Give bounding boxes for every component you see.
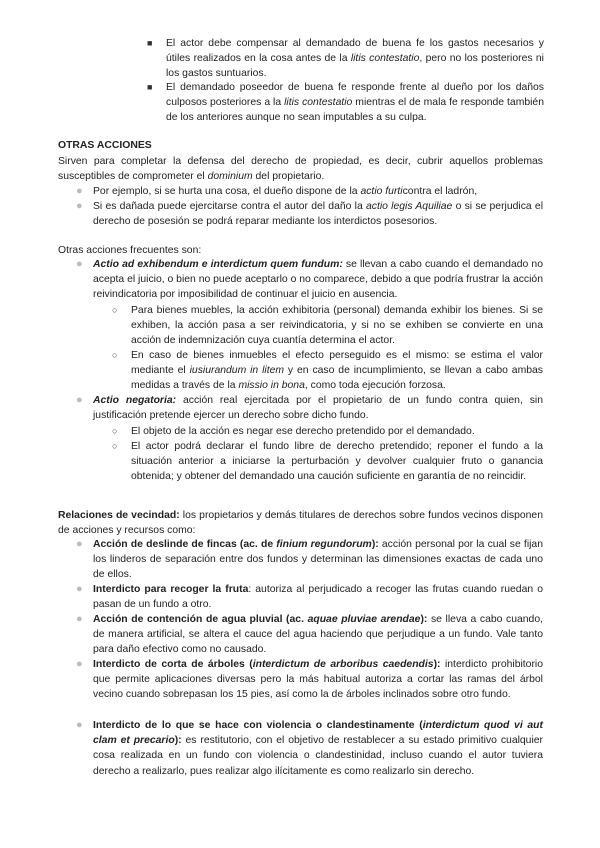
paragraph: Relaciones de vecindad: los propietarios y demás titulares de derechos sobre fundos vecinos disponen de acciones y recursos como: xyxy=(58,510,543,537)
paragraph: El demandado poseedor de buena fe responde frente al dueño por los daños culposos posteriores a la litis contestatio mientras el de mala fe responde también de los anteriores aunque no sean imputables a su culpa. xyxy=(166,82,544,124)
document-page: ■ El actor debe compensar al demandado de buena fe los gastos necesarios y útiles realizados en la cosa antes de la litis contestatio, pero no los posteriores ni los gastos suntuarios. ■ El demandado poseedor de buena fe responde frente al dueño por los daños culposos posteriores a la litis contestatio mientras el de mala fe responde también de los anteriores aunque no sean imputables a su culpa. OTRAS ACCIONES Sirven para completar la defensa del derecho de propiedad, es decir, cubrir aquellos problemas susceptibles de comprometer el dominium del propietario. ● Por ejemplo, si se hurta una cosa, el dueño dispone de la actio furticontra el ladrón, ● Si es dañada puede ejercitarse contra el autor del daño la actio legis Aquiliae o si se perjudica el derecho de posesión se podrá reparar mediante los interdictos posesorios. Otras acciones frecuentes son: ● Actio ad exhibendum e interdictum quem fundum: se llevan a cabo cuando el demandado no acepta el juicio, o bien no puede aceptarlo o no comparece, debido a que podría frustrar la acción reivindicatoria por imposibilidad de continuar el juicio en ausencia. ○ Para bienes muebles, la acción exhibitoria (personal) demanda exhibir los bienes. Si se exhiben, la acción pasa a ser reivindicatoria, y si no se exhiben se convierte en una acción de indemnización cuya cuantía determina el actor. ○ En caso de bienes inmuebles el efecto perseguido es el mismo: se estima el valor mediante el iusiurandum in litem y en caso de incumplimiento, se llevan a cabo ambas medidas a través de la missio in bona, como toda ejecución forzosa. ● Actio negatoria: acción real ejercitada por el propietario de un fundo contra quien, sin justificación pretende ejercer un derecho sobre dicho fundo. ○ El objeto de la acción es negar ese derecho pretendido por el demandado. ○ El actor podrá declarar el fundo libre de derecho pretendido; reponer el fundo a la situación anterior a iniciarse la perturbación y devolver cualquier fruto o ganancia obtenida; y obtener del demandado una caución suficiente en garantía de no reincidir. Relaciones de vecindad: los propietarios y demás titulares de derechos sobre fundos vecinos disponen de acciones y recursos como: ● Acción de deslinde de fincas (ac. de finium regundorum): acción personal por la cual se fijan los linderos de separación entre dos fundos y determinan las dimensiones exactas de cada uno de ellos. ● Interdicto para recoger la fruta: autoriza al perjudicado a recoger las frutas cuando ruedan o pasan de un fundo a otro. ● Acción de contención de agua pluvial (ac. aquae pluviae arendae): se lleva a cabo cuando, de manera artificial, se altera el cauce del agua haciendo que perjudique a un fundo. Vale tanto para daño efectivo como no causado. ● Interdicto de corta de árboles (interdictum de arboribus caedendis): interdicto prohibitorio que permite aplicaciones diversas pero la más habitual autoriza a cortar las ramas del árbol vecino cuando sobrepasan los 15 pies, así como la de árboles inclinados sobre otro fundo. ● Interdicto de lo que se hace con violencia o clandestinamente (interdictum quod vi aut clam et precario): es restitutorio, con el objetivo de restablecer a su estado primitivo cualquier cosa realizada en un fundo con violencia o clandestinidad, incluso cuando el autor tuviera derecho a realizarlo, pues realizar algo ilícitamente es como realizarlo sin derecho. xyxy=(58,38,544,777)
bullet-dot-icon: ● xyxy=(76,658,83,670)
paragraph: Sirven para completar la defensa del derecho de propiedad, es decir, cubrir aquellos problemas susceptibles de comprometer el dominium del propietario. xyxy=(58,156,543,183)
bullet-dot-icon: ● xyxy=(76,258,83,270)
paragraph: El actor debe compensar al demandado de buena fe los gastos necesarios y útiles realizados en la cosa antes de la litis contestatio, pero no los posteriores ni los gastos suntuarios. xyxy=(166,38,544,80)
bullet-dot-icon: ● xyxy=(76,538,83,550)
bullet-dot-icon: ● xyxy=(76,200,83,212)
bullet-dot-icon: ● xyxy=(76,185,83,197)
circle-bullet-icon: ○ xyxy=(112,350,118,360)
square-bullet-icon: ■ xyxy=(147,38,153,48)
circle-bullet-icon: ○ xyxy=(112,305,118,315)
circle-bullet-icon: ○ xyxy=(112,426,118,436)
bullet-dot-icon: ● xyxy=(76,583,83,595)
section-heading: OTRAS ACCIONES xyxy=(58,140,152,151)
bullet-dot-icon: ● xyxy=(76,613,83,625)
square-bullet-icon: ■ xyxy=(147,82,153,92)
bullet-dot-icon: ● xyxy=(76,394,83,406)
circle-bullet-icon: ○ xyxy=(112,441,118,451)
bullet-dot-icon: ● xyxy=(76,719,83,731)
paragraph: Otras acciones frecuentes son: xyxy=(58,245,202,256)
